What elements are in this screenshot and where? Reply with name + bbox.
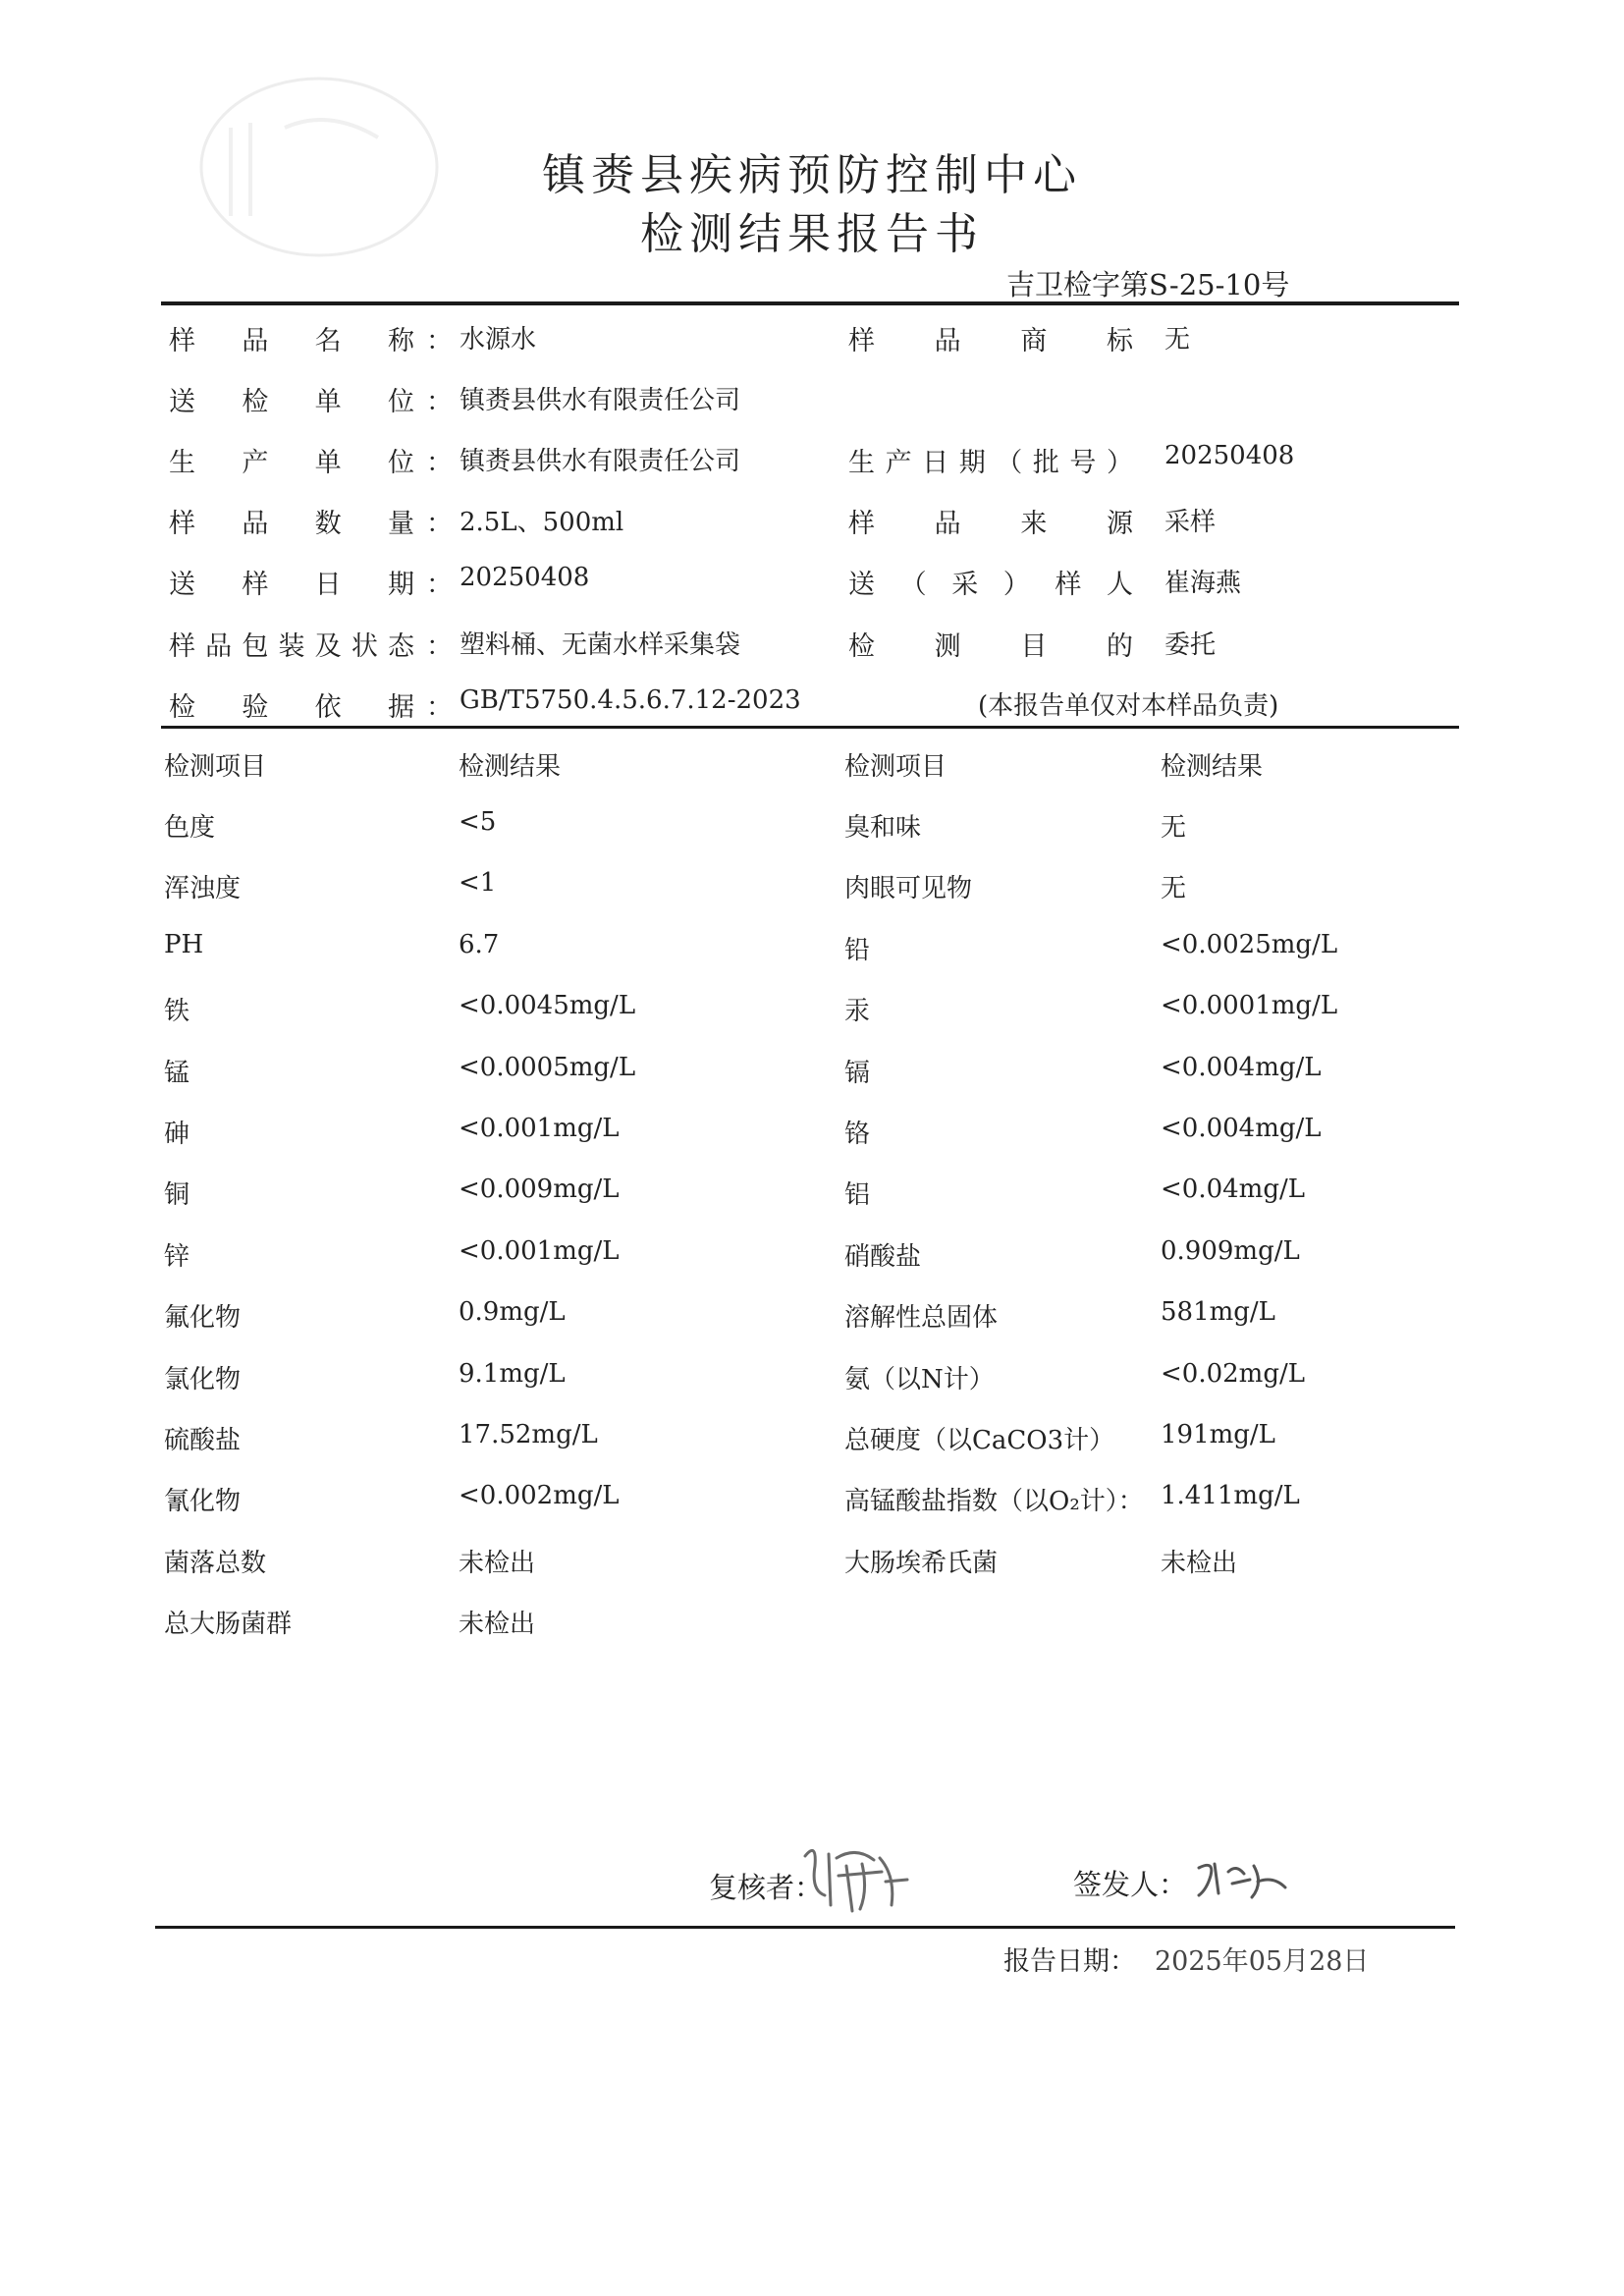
info-value: 镇赉县供水有限责任公司 — [460, 447, 741, 476]
results-header-row — [0, 746, 1624, 790]
info-label: 样品商标 — [848, 326, 1133, 356]
info-label: 样品来源 — [848, 509, 1133, 539]
table-row — [0, 1604, 1624, 1647]
info-value: 20250408 — [460, 563, 590, 592]
reviewer-signature — [797, 1836, 915, 1915]
info-row — [0, 502, 1624, 545]
info-label: 检测目的 — [848, 631, 1133, 662]
test-result: 6.7 — [459, 929, 500, 959]
info-label: 送检单位 — [169, 387, 414, 417]
test-item: 大肠埃希氏菌 — [844, 1548, 999, 1578]
test-item: 肉眼可见物 — [844, 874, 973, 904]
info-label: 样品包装及状态 — [169, 631, 414, 662]
info-colon: ： — [426, 387, 453, 417]
test-item: 硝酸盐 — [844, 1241, 922, 1272]
test-item: 氯化物 — [164, 1364, 242, 1394]
test-result: <0.009mg/L — [459, 1175, 620, 1205]
info-row — [0, 319, 1624, 362]
test-result: <0.04mg/L — [1161, 1175, 1305, 1205]
test-item: 铜 — [164, 1180, 190, 1211]
info-value: 塑料桶、无菌水样采集袋 — [460, 630, 741, 660]
column-header: 检测项目 — [164, 752, 267, 782]
info-row — [0, 625, 1624, 668]
info-row — [0, 563, 1624, 606]
report-number: 吉卫检字第S-25-10号 — [1006, 268, 1290, 301]
test-item: 硫酸盐 — [164, 1426, 242, 1455]
test-result: <0.002mg/L — [459, 1481, 620, 1511]
test-result: 1.411mg/L — [1161, 1481, 1300, 1511]
info-row — [0, 441, 1624, 484]
info-colon: ： — [426, 570, 453, 600]
test-item: 总硬度（以CaCO3计） — [844, 1426, 1115, 1455]
info-value: 水源水 — [460, 325, 537, 355]
test-item: 铝 — [844, 1180, 871, 1211]
test-result: 无 — [1161, 874, 1187, 904]
info-value: 委托 — [1164, 630, 1217, 660]
info-label: 生产日期（批号） — [848, 448, 1133, 478]
test-item: 铁 — [164, 997, 190, 1027]
table-row — [0, 930, 1624, 973]
test-result: 191mg/L — [1161, 1420, 1275, 1449]
test-item: 锌 — [164, 1241, 190, 1272]
reviewer-label: 复核者： — [709, 1871, 824, 1904]
test-item: 镉 — [844, 1058, 871, 1088]
test-item: 锰 — [164, 1058, 190, 1088]
info-value: 采样 — [1164, 508, 1217, 537]
test-item: 臭和味 — [844, 813, 922, 843]
test-result: 0.909mg/L — [1161, 1235, 1300, 1266]
test-item: 氟化物 — [164, 1303, 242, 1334]
column-header: 检测结果 — [459, 752, 562, 782]
info-colon: ： — [426, 326, 453, 356]
report-scope-note: (本报告单仅对本样品负责) — [978, 691, 1279, 721]
info-colon: ： — [426, 692, 453, 723]
info-colon: ： — [426, 448, 453, 478]
column-header: 检测项目 — [844, 752, 947, 782]
test-item: 溶解性总固体 — [844, 1303, 999, 1334]
table-row — [0, 1543, 1624, 1586]
table-row — [0, 1359, 1624, 1402]
table-row — [0, 807, 1624, 850]
info-label: 送样日期 — [169, 570, 414, 600]
info-colon: ： — [426, 631, 453, 662]
test-item: 氨（以N计） — [844, 1364, 995, 1394]
report-date: 2025年05月28日 — [1155, 1946, 1370, 1977]
test-result: <0.004mg/L — [1161, 1114, 1322, 1143]
info-value: GB/T5750.4.5.6.7.12-2023 — [460, 685, 801, 715]
org-title: 镇赉县疾病预防控制中心 — [542, 150, 1082, 200]
test-item: 色度 — [164, 813, 216, 843]
info-row — [0, 685, 1624, 729]
info-value: 20250408 — [1164, 441, 1295, 470]
test-result: 9.1mg/L — [459, 1358, 566, 1389]
test-result: <0.0001mg/L — [1161, 991, 1338, 1021]
test-result: 未检出 — [1161, 1548, 1238, 1578]
info-label: 样品名称 — [169, 326, 414, 356]
footer-divider — [155, 1926, 1455, 1929]
test-result: <5 — [459, 807, 497, 837]
test-item: 总大肠菌群 — [164, 1610, 293, 1640]
test-result: 未检出 — [459, 1548, 536, 1578]
test-item: 砷 — [164, 1120, 190, 1149]
table-row — [0, 1114, 1624, 1157]
info-value: 崔海燕 — [1164, 569, 1242, 598]
test-result: <0.001mg/L — [459, 1235, 620, 1266]
table-row — [0, 1481, 1624, 1524]
test-result: <0.0005mg/L — [459, 1052, 636, 1082]
test-result: 581mg/L — [1161, 1297, 1275, 1328]
issuer-signature — [1193, 1854, 1291, 1903]
top-divider — [161, 301, 1459, 305]
test-result: 未检出 — [459, 1610, 536, 1640]
table-row — [0, 1053, 1624, 1096]
info-colon: ： — [426, 509, 453, 539]
info-value: 2.5L、500ml — [460, 508, 624, 537]
test-result: 无 — [1161, 813, 1187, 843]
test-item: 菌落总数 — [164, 1548, 267, 1578]
table-row — [0, 991, 1624, 1034]
test-result: <0.001mg/L — [459, 1114, 620, 1143]
test-result: <1 — [459, 868, 497, 899]
test-item: 汞 — [844, 997, 871, 1027]
table-row — [0, 1236, 1624, 1280]
test-result: <0.004mg/L — [1161, 1052, 1322, 1082]
test-result: <0.0045mg/L — [459, 991, 636, 1021]
table-row — [0, 868, 1624, 911]
test-item: 浑浊度 — [164, 874, 242, 904]
table-row — [0, 1297, 1624, 1340]
info-value: 镇赉县供水有限责任公司 — [460, 386, 741, 415]
test-item: 高锰酸盐指数（以O₂计）： — [844, 1487, 1144, 1517]
test-result: 17.52mg/L — [459, 1420, 598, 1449]
column-header: 检测结果 — [1161, 752, 1264, 782]
report-date-label: 报告日期： — [1003, 1946, 1136, 1977]
info-label: 送（采）样人 — [848, 570, 1133, 600]
test-result: <0.0025mg/L — [1161, 929, 1338, 959]
test-result: <0.02mg/L — [1161, 1358, 1305, 1389]
issuer-label: 签发人： — [1073, 1868, 1188, 1901]
info-row — [0, 380, 1624, 423]
info-label: 生产单位 — [169, 448, 414, 478]
info-divider — [161, 726, 1459, 729]
test-item: 铅 — [844, 935, 871, 965]
table-row — [0, 1420, 1624, 1463]
report-title: 检测结果报告书 — [640, 209, 984, 259]
table-row — [0, 1175, 1624, 1218]
test-item: PH — [164, 929, 204, 959]
test-result: 0.9mg/L — [459, 1297, 566, 1328]
info-label: 样品数量 — [169, 509, 414, 539]
test-item: 铬 — [844, 1120, 871, 1149]
info-label: 检验依据 — [169, 692, 414, 723]
info-value: 无 — [1164, 325, 1191, 355]
test-item: 氰化物 — [164, 1487, 242, 1517]
